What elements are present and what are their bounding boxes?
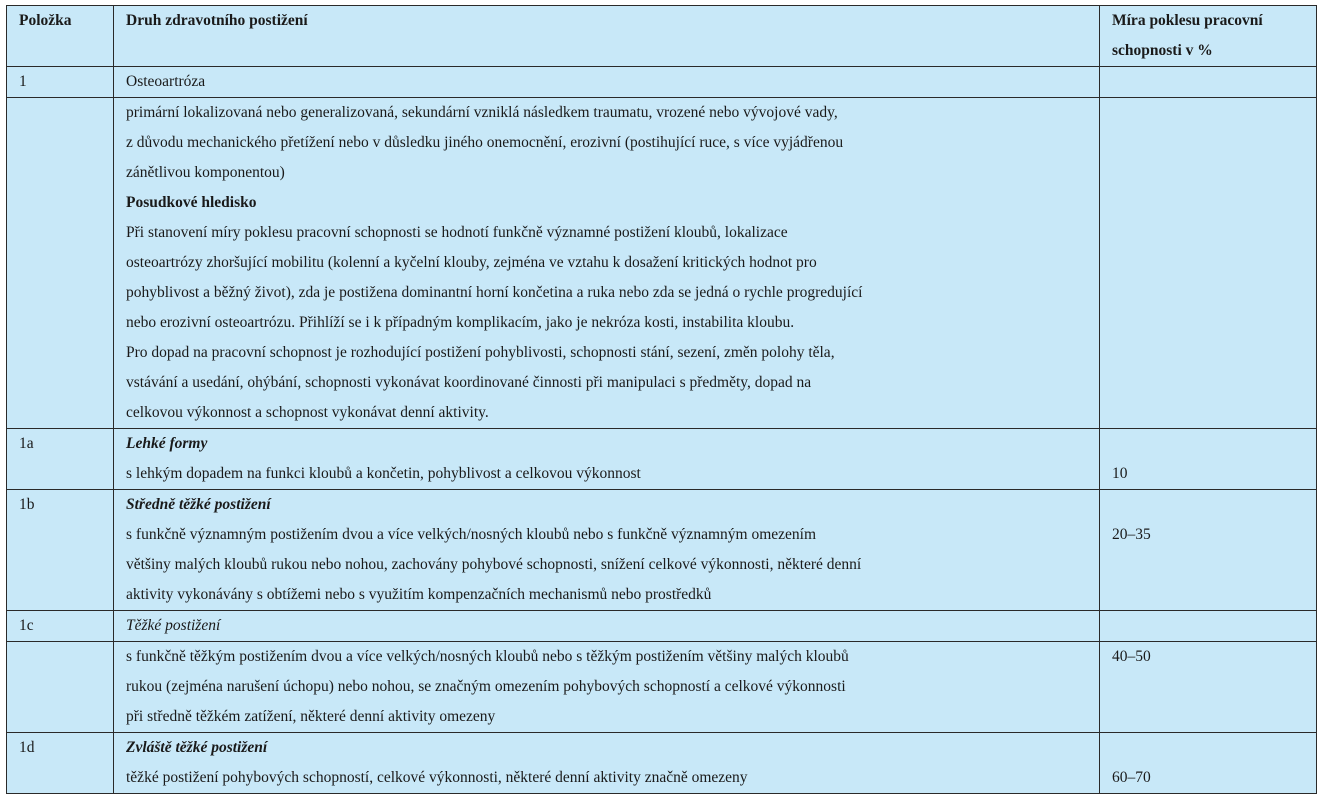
assessment-line: vstávání a usedání, ohýbání, schopnosti vykonávat koordinované činnosti při manipulaci s předměty, dopad na (126, 374, 812, 391)
item-description (114, 642, 1100, 733)
item-value (1100, 642, 1317, 733)
item-title: Těžké postižení (114, 611, 1100, 642)
item-value-text: 60–70 (1112, 769, 1151, 786)
assessment-line: Při stanovení míry poklesu pracovní schopnosti se hodnotí funkčně významné postižení kloubů, lokalizace (126, 224, 788, 241)
disability-assessment-table (6, 5, 1317, 794)
item-value-empty (1100, 611, 1317, 642)
item-line: s funkčně významným postižením dvou a více velkých/nosných kloubů nebo s funkčně významným omezením (126, 526, 817, 543)
item-value-text: 20–35 (1112, 526, 1151, 543)
assessment-line: pohyblivost a běžný život), zda je postižena dominantní horní končetina a ruka nebo zda se jedná o rychle progredující (126, 284, 863, 301)
section-value-empty (1100, 67, 1317, 98)
assessment-line: nebo erozivní osteoartrózu. Přihlíží se i k případným komplikacím, jako je nekróza kosti, instabilita kloubu. (126, 314, 795, 331)
section-description-value-empty (1100, 98, 1317, 429)
section-description-item-empty (7, 98, 114, 429)
table-header-row (7, 6, 1317, 67)
item-row-1d (7, 733, 1317, 794)
header-disability-type: Druh zdravotního postižení (114, 6, 1100, 67)
section-title-row (7, 67, 1317, 98)
item-row-1c-body (7, 642, 1317, 733)
header-col3-line: Míra poklesu pracovní (1112, 12, 1263, 29)
item-number: 1c (7, 611, 114, 642)
item-description (114, 490, 1100, 611)
item-value (1100, 733, 1317, 794)
description-line: zánětlivou komponentou) (126, 164, 285, 181)
item-line: s funkčně těžkým postižením dvou a více velkých/nosných kloubů nebo s těžkým postižením většiny malých kloubů (126, 648, 849, 665)
section-title: Osteoartróza (114, 67, 1100, 98)
item-line: při středně těžkém zatížení, některé denní aktivity omezeny (126, 708, 496, 725)
item-value-text: 40–50 (1112, 648, 1151, 665)
section-description-row (7, 98, 1317, 429)
item-value (1100, 490, 1317, 611)
item-row-1c-title (7, 611, 1317, 642)
item-description (114, 429, 1100, 490)
item-row-1a (7, 429, 1317, 490)
header-item: Položka (7, 6, 114, 67)
item-row-1b (7, 490, 1317, 611)
item-line: těžké postižení pohybových schopností, celkové výkonnosti, některé denní aktivity značně omezeny (126, 769, 748, 786)
item-line: s lehkým dopadem na funkci kloubů a končetin, pohyblivost a celkovou výkonnost (126, 465, 641, 482)
assessment-line: Pro dopad na pracovní schopnost je rozhodující postižení pohyblivosti, schopnosti stání, sezení, změn polohy těla, (126, 344, 835, 361)
item-line: většiny malých kloubů rukou nebo nohou, zachovány pohybové schopnosti, snížení celkové výkonnosti, některé denní (126, 556, 862, 573)
item-description (114, 733, 1100, 794)
item-value-text: 10 (1112, 465, 1128, 482)
assessment-line: osteoartrózy zhoršující mobilitu (kolenní a kyčelní klouby, zejména ve vztahu k dosažení kritických hodnot pro (126, 254, 817, 271)
item-title: Zvláště těžké postižení (126, 739, 268, 756)
item-title: Středně těžké postižení (126, 496, 271, 513)
section-description (114, 98, 1100, 429)
section-item-number: 1 (7, 67, 114, 98)
header-work-capacity-decrease (1100, 6, 1317, 67)
item-value (1100, 429, 1317, 490)
assessment-line: celkovou výkonnost a schopnost vykonávat denní aktivity. (126, 404, 489, 421)
assessment-heading: Posudkové hledisko (126, 194, 257, 211)
item-number-empty (7, 642, 114, 733)
item-number: 1b (7, 490, 114, 611)
item-title: Lehké formy (126, 435, 208, 452)
header-col3-line: schopnosti v % (1112, 42, 1213, 59)
item-number: 1a (7, 429, 114, 490)
item-number: 1d (7, 733, 114, 794)
item-line: aktivity vykonávány s obtížemi nebo s využitím kompenzačních mechanismů nebo prostředků (126, 586, 712, 603)
description-line: z důvodu mechanického přetížení nebo v důsledku jiného onemocnění, erozivní (postihující ruce, s více vyjádřenou (126, 134, 844, 151)
description-line: primární lokalizovaná nebo generalizovaná, sekundární vzniklá následkem traumatu, vrozené nebo vývojové vady, (126, 104, 838, 121)
item-line: rukou (zejména narušení úchopu) nebo nohou, se značným omezením pohybových schopností a celkové výkonnosti (126, 678, 846, 695)
